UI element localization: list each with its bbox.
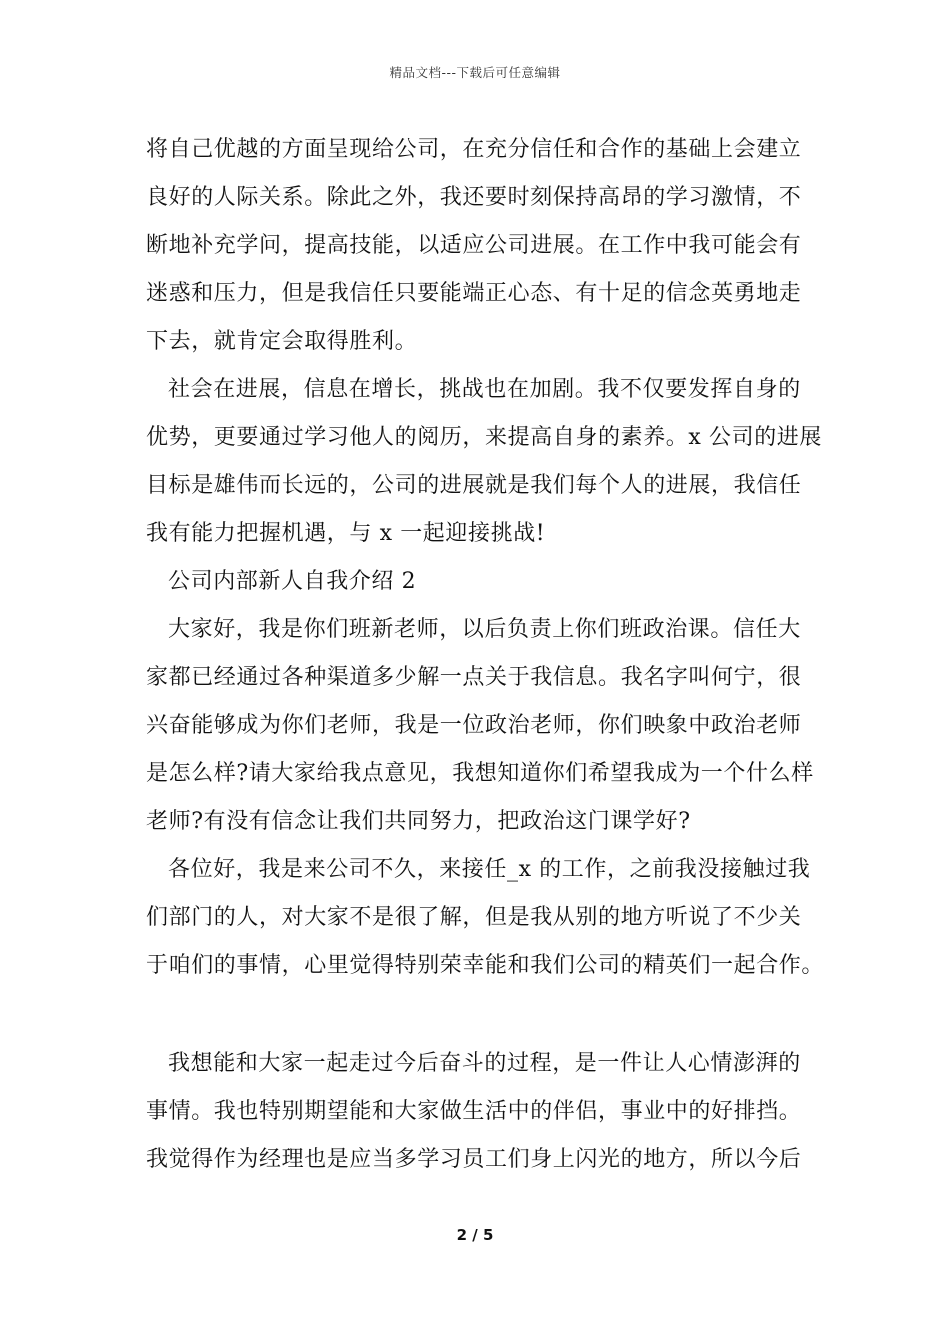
paragraph-4-line-2: 们部门的人，对大家不是很了解，但是我从别的地方听说了不少关 xyxy=(146,905,802,930)
paragraph-2-line-4: 我有能力把握机遇，与 x 一起迎接挑战! xyxy=(146,521,546,546)
document-body xyxy=(146,126,825,1184)
paragraph-1-line-4: 迷惑和压力，但是我信任只要能端正心态、有十足的信念英勇地走 xyxy=(146,281,802,306)
paragraph-2-line-1: 社会在进展，信息在增长，挑战也在加剧。我不仅要发挥自身的 xyxy=(168,377,801,402)
paragraph-1-line-2: 良好的人际关系。除此之外，我还要时刻保持高昂的学习激情，不 xyxy=(146,185,802,210)
paragraph-1-line-3: 断地补充学问，提高技能，以适应公司进展。在工作中我可能会有 xyxy=(146,233,802,258)
paragraph-1-line-5: 下去，就肯定会取得胜利。 xyxy=(146,329,418,354)
paragraph-5-line-3: 我觉得作为经理也是应当多学习员工们身上闪光的地方，所以今后 xyxy=(146,1147,802,1172)
paragraph-5-line-1: 我想能和大家一起走过今后奋斗的过程，是一件让人心情澎湃的 xyxy=(168,1051,801,1076)
paragraph-gap xyxy=(146,990,814,1040)
page-header: 精品文档---下载后可任意编辑 xyxy=(389,65,561,80)
paragraph-2-line-3: 目标是雄伟而长远的，公司的进展就是我们每个人的进展，我信任 xyxy=(146,473,802,498)
paragraph-3-line-1: 大家好，我是你们班新老师，以后负责上你们班政治课。信任大 xyxy=(168,617,801,642)
page-number: 2 / 5 xyxy=(456,1226,494,1244)
paragraph-3-line-2: 家都已经通过各种渠道多少解一点关于我信息。我名字叫何宁，很 xyxy=(146,665,802,690)
paragraph-2-line-2: 优势，更要通过学习他人的阅历，来提高自身的素养。x 公司的进展 xyxy=(146,425,823,450)
paragraph-3-line-3: 兴奋能够成为你们老师，我是一位政治老师，你们映象中政治老师 xyxy=(146,713,802,738)
paragraph-4-line-3: 于咱们的事情，心里觉得特别荣幸能和我们公司的精英们一起合作。 xyxy=(146,953,825,978)
paragraph-5-line-2: 事情。我也特别期望能和大家做生活中的伴侣，事业中的好排挡。 xyxy=(146,1099,802,1124)
section-heading: 公司内部新人自我介绍 2 xyxy=(168,569,417,594)
paragraph-3-line-5: 老师?有没有信念让我们共同努力，把政治这门课学好? xyxy=(146,809,691,834)
paragraph-1-line-1: 将自己优越的方面呈现给公司，在充分信任和合作的基础上会建立 xyxy=(146,137,802,162)
paragraph-3-line-4: 是怎么样?请大家给我点意见，我想知道你们希望我成为一个什么样 xyxy=(146,761,814,786)
paragraph-4-line-1: 各位好，我是来公司不久，来接任_x 的工作，之前我没接触过我 xyxy=(168,857,811,882)
